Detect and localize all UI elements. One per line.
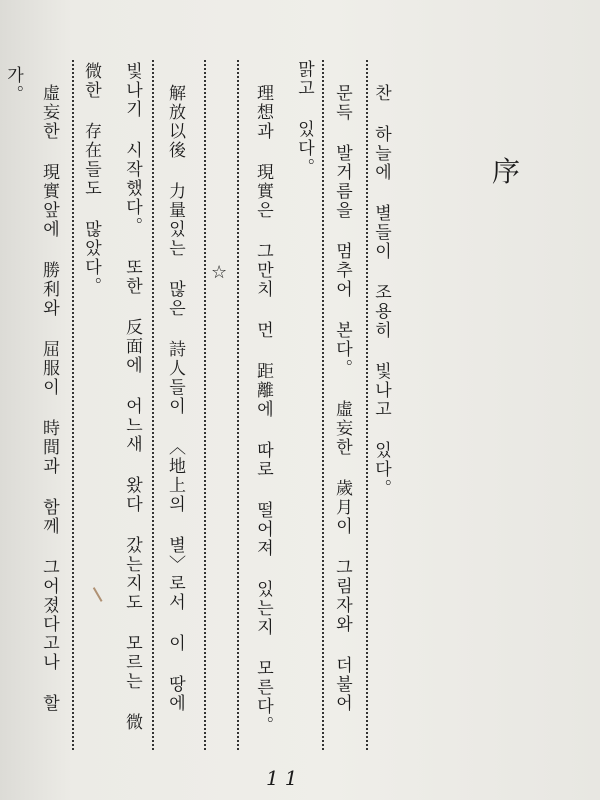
text-line-6: 빛나기 시작했다。 또한 反面에 어느새 왔다 갔는지도 모르는 微 <box>122 62 142 732</box>
vertical-dotted-rule <box>322 60 324 750</box>
vertical-dotted-rule <box>152 60 154 750</box>
vertical-dotted-rule <box>237 60 239 750</box>
page-number: 11 <box>266 766 304 790</box>
pencil-mark <box>93 582 111 602</box>
text-line-3: 맑고 있다。 <box>294 60 314 177</box>
vertical-dotted-rule <box>204 60 206 750</box>
text-line-9: 가。 <box>3 66 23 104</box>
text-line-8: 虛妄한 現實앞에 勝利와 屈服이 時間과 함께 그어졌다고나 할 <box>39 84 59 713</box>
text-line-4: 理想과 現實은 그만치 먼 距離에 따로 떨어져 있는지 모른다。 <box>253 84 273 735</box>
vertical-dotted-rule <box>72 60 74 750</box>
text-line-2: 문득 발거름을 멈추어 본다。 虛妄한 歲月이 그림자와 더불어 <box>332 84 352 713</box>
text-line-5: 解放以後 力量있는 많은 詩人들이 〈地上의 별〉로서 이 땅에 <box>165 84 185 713</box>
page-title: 序 <box>492 155 521 188</box>
text-line-7: 微한 存在들도 많았다。 <box>81 62 101 296</box>
vertical-dotted-rule <box>366 60 368 750</box>
section-separator: ☆ <box>211 262 228 283</box>
text-line-1: 찬 하늘에 별들이 조용히 빛나고 있다。 <box>371 84 391 498</box>
